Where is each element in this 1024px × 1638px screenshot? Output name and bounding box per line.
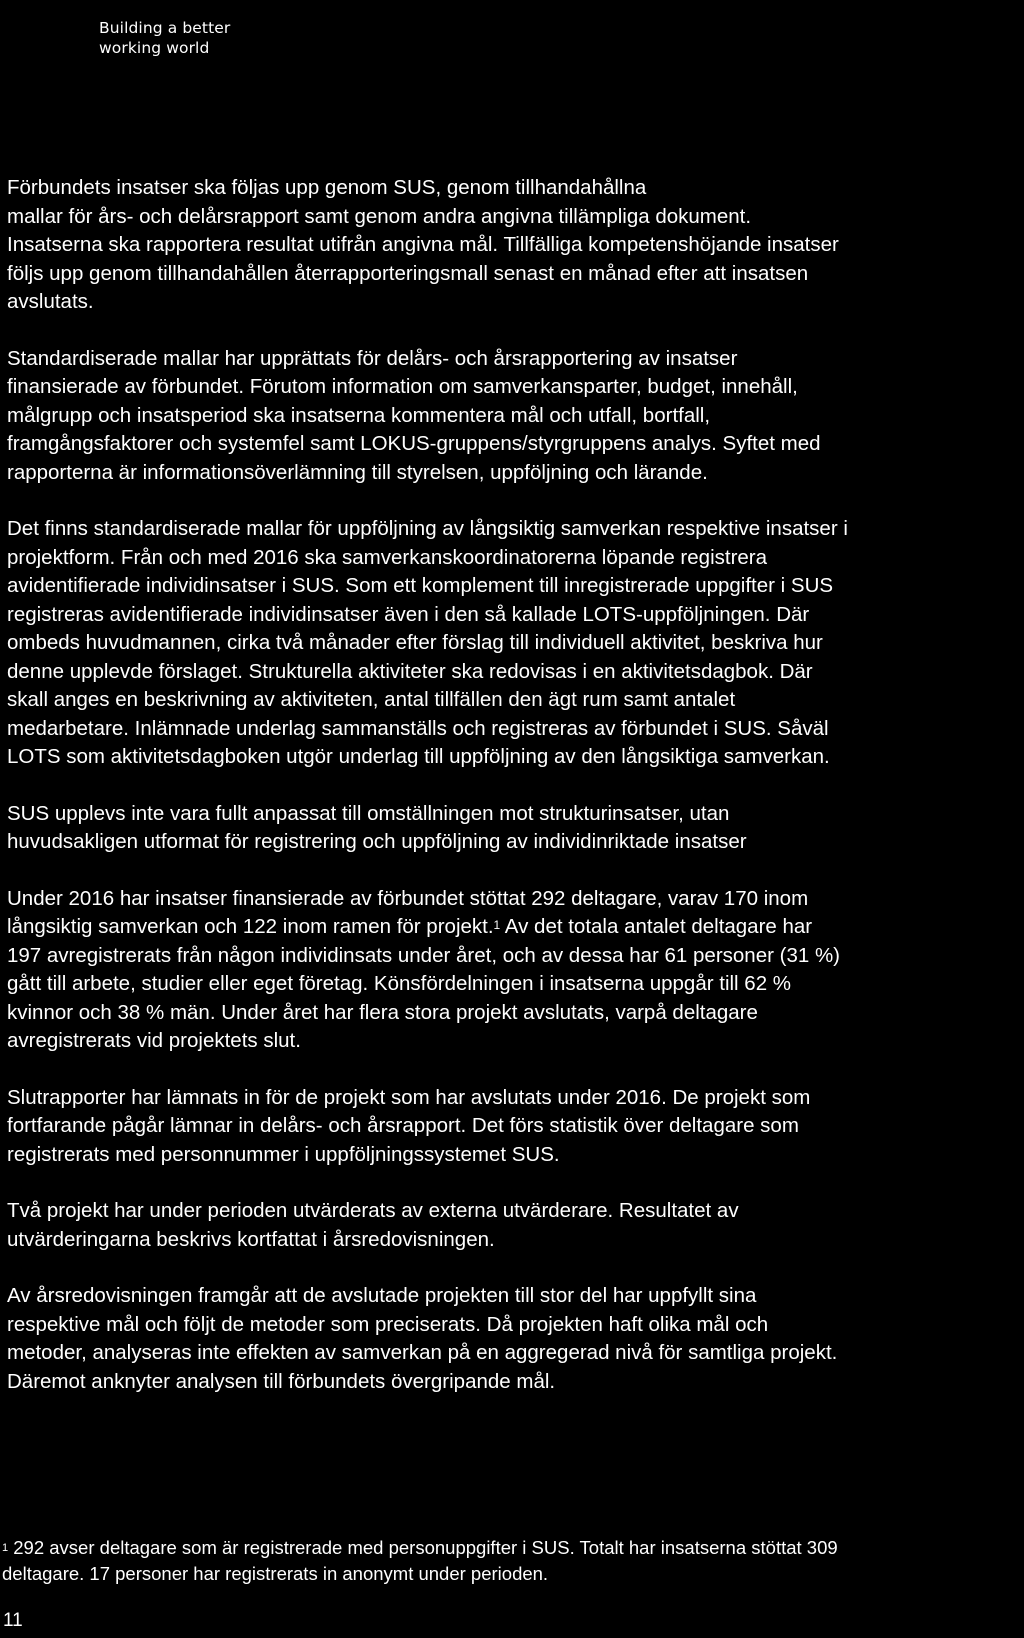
brand-tagline-line1: Building a better [99,19,231,37]
paragraph-follow-up: Förbundets insatser ska följas upp genom SUS, genom tillhandahållna mallar för års- och delårsrapport samt genom andra angivna tillämpliga dokument. Insatserna ska rapportera resultat utifrån angivna mål. Tillfälliga kompetenshöjande insatser följs upp genom tillhandahållen återrapporteringsmall senast en månad efter att insatsen avslutats. [7,176,839,313]
paragraph-final-reports: Slutrapporter har lämnats in för de projekt som har avslutats under 2016. De projekt som fortfarande pågår lämnar in delårs- och årsrapport. Det förs statistik över deltagare som registrerats med personnummer i uppföljningssystemet SUS. [7,1085,811,1166]
footnote-reference[interactable]: 1 [493,918,501,932]
footnote [2,1535,1020,1587]
paragraph-annual-report-conclusion: Av årsredovisningen framgår att de avslutade projekten till stor del har uppfyllt sina respektive mål och följt de metoder som preciserats. Då projekten haft olika mål och metoder, analyseras inte effekten av samverkan på en aggregerad nivå för samtliga projekt. Däremot anknyter analysen till förbundets övergripande mål. [7,1284,838,1393]
paragraph-external-evaluation: Två projekt har under perioden utvärderats av externa utvärderare. Resultatet av utvärderingarna beskrivs kortfattat i årsredovisningen. [7,1199,739,1251]
footnote-text: 292 avser deltagare som är registrerade med personuppgifter i SUS. Totalt har insatserna stöttat 309 deltagare. 17 personer har registrerats in anonymt under perioden. [2,1537,838,1584]
paragraph-participants-part1: Under 2016 har insatser finansierade av förbundet stöttat 292 deltagare, varav 170 inom långsiktig samverkan och 122 inom ramen för projekt. [7,886,809,938]
document-body [7,174,1019,1396]
brand-tagline [99,18,230,58]
footnote-marker: 1 [2,1542,9,1554]
paragraph-participants-2016 [7,885,1019,1056]
page-number: 11 [3,1610,23,1631]
paragraph-standard-templates: Standardiserade mallar har upprättats för delårs- och årsrapportering av insatser finansierade av förbundet. Förutom information om samverkansparter, budget, innehåll, målgrupp och insatsperiod ska insatserna kommentera mål och utfall, bortfall, framgångsfaktorer och systemfel samt LOKUS-gruppens/styrgruppens analys. Syftet med rapporterna är informationsöverlämning till styrelsen, uppföljning och lärande. [7,346,821,484]
paragraph-long-term-cooperation: Det finns standardiserade mallar för uppföljning av långsiktig samverkan respektive insatser i projektform. Från och med 2016 ska samverkanskoordinatorerna löpande registrera avidentifierade individinsatser i SUS. Som ett komplement till inregistrerade uppgifter i SUS registreras avidentifierade individinsatser även i den så kallade LOTS-uppföljningen. Där ombeds huvudmannen, cirka två månader efter förslag till individuell aktivitet, beskriva hur denne upplevde förslaget. Strukturella aktiviteter ska redovisas i en aktivitetsdagbok. Där skall anges en beskrivning av aktiviteten, antal tillfällen den ägt rum samt antalet medarbetare. Inlämnade underlag sammanställs och registreras av förbundet i SUS. Såväl LOTS som aktivitetsdagboken utgör underlag till uppföljning av den långsiktiga samverkan. [7,517,848,768]
paragraph-sus-adaptation: SUS upplevs inte vara fullt anpassat till omställningen mot strukturinsatser, utan huvudsakligen utformat för registrering och uppföljning av individinriktade insatser [7,801,747,853]
brand-tagline-line2: working world [99,39,210,57]
paragraph-participants-part2: Av det totala antalet deltagare har 197 avregistrerats från någon individinsats under året, och av dessa har 61 personer (31 %) gått till arbete, studier eller eget företag. Könsfördelningen i insatserna uppgår till 62 % kvinnor och 38 % män. Under året har flera stora projekt avslutats, varpå deltagare avregistrerats vid projektets slut. [7,915,841,1052]
